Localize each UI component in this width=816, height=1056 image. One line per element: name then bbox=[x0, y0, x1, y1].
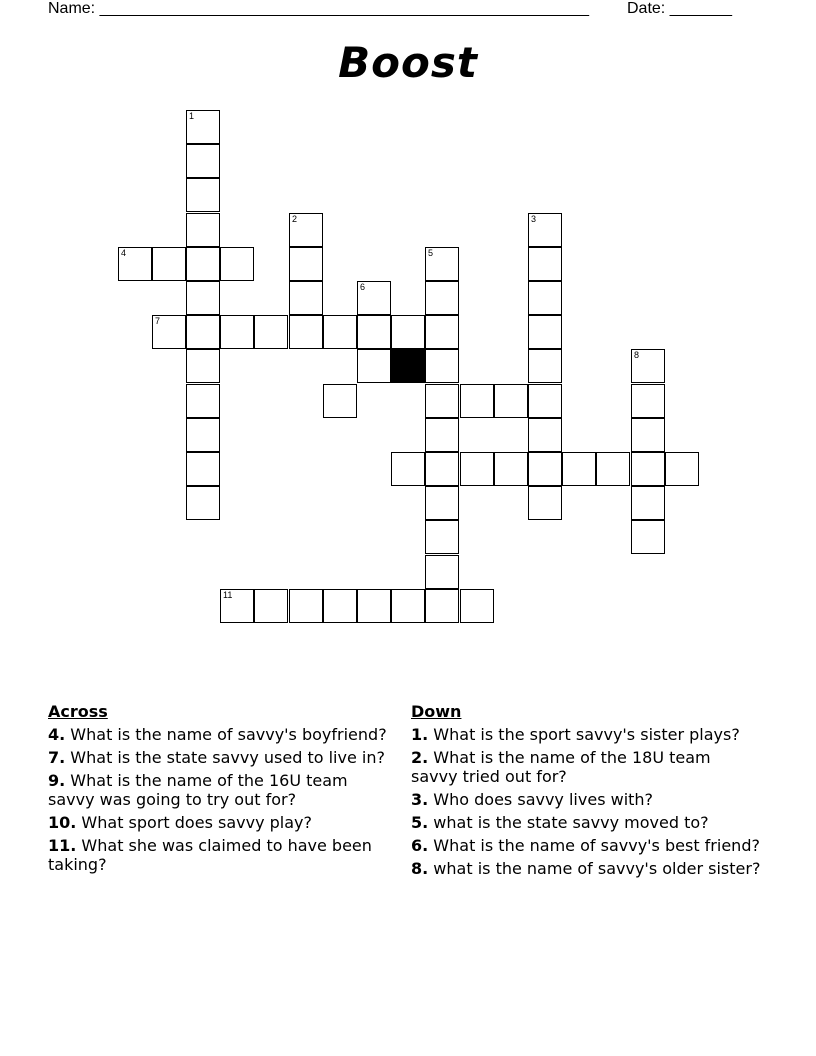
grid-cell[interactable] bbox=[254, 589, 288, 623]
grid-cell[interactable] bbox=[391, 452, 425, 486]
grid-cell[interactable] bbox=[596, 452, 630, 486]
grid-cell[interactable] bbox=[425, 281, 459, 315]
grid-cell[interactable] bbox=[289, 213, 323, 247]
grid-cell[interactable] bbox=[494, 452, 528, 486]
grid-cell[interactable] bbox=[254, 315, 288, 349]
clue-across-4 bbox=[48, 725, 388, 744]
clue-number-label: 3 bbox=[531, 214, 537, 224]
clue-down-3 bbox=[411, 790, 761, 809]
grid-cell[interactable] bbox=[152, 247, 186, 281]
grid-cell[interactable] bbox=[631, 520, 665, 554]
down-clues bbox=[411, 702, 761, 882]
clue-down-1 bbox=[411, 725, 761, 744]
grid-cell[interactable] bbox=[631, 452, 665, 486]
grid-cell[interactable] bbox=[186, 144, 220, 178]
clue-across-11 bbox=[48, 836, 388, 874]
grid-cell[interactable] bbox=[118, 247, 152, 281]
grid-cell[interactable] bbox=[425, 520, 459, 554]
grid-cell[interactable] bbox=[186, 384, 220, 418]
across-clues bbox=[48, 702, 388, 878]
puzzle-title: Boost bbox=[338, 38, 478, 87]
grid-cell[interactable] bbox=[528, 213, 562, 247]
black-square bbox=[391, 349, 425, 383]
grid-cell[interactable] bbox=[186, 178, 220, 212]
grid-cell[interactable] bbox=[220, 247, 254, 281]
grid-cell[interactable] bbox=[289, 589, 323, 623]
down-heading: Down bbox=[411, 702, 462, 721]
grid-cell[interactable] bbox=[631, 486, 665, 520]
clue-text: what is the state savvy moved to? bbox=[428, 813, 709, 832]
grid-cell[interactable] bbox=[528, 384, 562, 418]
clue-number: 3. bbox=[411, 790, 429, 809]
clue-number-label: 8 bbox=[634, 350, 640, 360]
grid-cell[interactable] bbox=[186, 349, 220, 383]
clue-number: 2. bbox=[411, 748, 429, 767]
grid-cell[interactable] bbox=[357, 349, 391, 383]
clue-text: What is the name of savvy's best friend? bbox=[428, 836, 760, 855]
grid-cell[interactable] bbox=[323, 589, 357, 623]
grid-cell[interactable] bbox=[528, 315, 562, 349]
grid-cell[interactable] bbox=[391, 315, 425, 349]
grid-cell[interactable] bbox=[460, 589, 494, 623]
clue-down-8 bbox=[411, 859, 761, 878]
across-heading: Across bbox=[48, 702, 108, 721]
clue-number-label: 4 bbox=[121, 248, 127, 258]
clue-number-label: 5 bbox=[428, 248, 434, 258]
clue-number: 1. bbox=[411, 725, 429, 744]
grid-cell[interactable] bbox=[186, 486, 220, 520]
grid-cell[interactable] bbox=[186, 315, 220, 349]
clue-across-7 bbox=[48, 748, 388, 767]
grid-cell[interactable] bbox=[323, 315, 357, 349]
grid-cell[interactable] bbox=[391, 589, 425, 623]
clue-text: What is the name of the 16U team savvy was going to try out for? bbox=[48, 771, 348, 809]
clue-number-label: 11 bbox=[223, 590, 233, 600]
grid-cell[interactable] bbox=[357, 589, 391, 623]
grid-cell[interactable] bbox=[220, 315, 254, 349]
grid-cell[interactable] bbox=[528, 418, 562, 452]
clue-number: 7. bbox=[48, 748, 66, 767]
clue-number: 11. bbox=[48, 836, 77, 855]
grid-cell[interactable] bbox=[289, 281, 323, 315]
grid-cell[interactable] bbox=[152, 315, 186, 349]
grid-cell[interactable] bbox=[323, 384, 357, 418]
clue-across-10 bbox=[48, 813, 388, 832]
grid-cell[interactable] bbox=[665, 452, 699, 486]
clue-number: 10. bbox=[48, 813, 77, 832]
clue-number-label: 1 bbox=[189, 111, 195, 121]
grid-cell[interactable] bbox=[289, 315, 323, 349]
clue-number: 5. bbox=[411, 813, 429, 832]
clue-number-label: 2 bbox=[292, 214, 298, 224]
clue-text: What she was claimed to have been taking? bbox=[48, 836, 372, 874]
grid-cell[interactable] bbox=[528, 486, 562, 520]
clue-down-6 bbox=[411, 836, 761, 855]
clue-text: What is the name of savvy's boyfriend? bbox=[65, 725, 387, 744]
clue-number: 8. bbox=[411, 859, 429, 878]
grid-cell[interactable] bbox=[357, 315, 391, 349]
name-field[interactable]: Name: _______________________________________________________ bbox=[48, 0, 589, 17]
grid-cell[interactable] bbox=[631, 349, 665, 383]
clue-text: Who does savvy lives with? bbox=[428, 790, 654, 809]
grid-cell[interactable] bbox=[425, 247, 459, 281]
clue-number: 9. bbox=[48, 771, 66, 790]
grid-cell[interactable] bbox=[425, 349, 459, 383]
clue-text: What is the name of the 18U team savvy tried out for? bbox=[411, 748, 711, 786]
clue-number-label: 6 bbox=[360, 282, 366, 292]
clue-across-9 bbox=[48, 771, 388, 809]
grid-cell[interactable] bbox=[460, 452, 494, 486]
clue-number-label: 7 bbox=[155, 316, 161, 326]
grid-cell[interactable] bbox=[186, 110, 220, 144]
grid-cell[interactable] bbox=[460, 384, 494, 418]
grid-cell[interactable] bbox=[425, 452, 459, 486]
grid-cell[interactable] bbox=[425, 418, 459, 452]
grid-cell[interactable] bbox=[357, 281, 391, 315]
grid-cell[interactable] bbox=[425, 555, 459, 589]
grid-cell[interactable] bbox=[186, 418, 220, 452]
grid-cell[interactable] bbox=[494, 384, 528, 418]
clue-down-5 bbox=[411, 813, 761, 832]
grid-cell[interactable] bbox=[528, 281, 562, 315]
grid-cell[interactable] bbox=[220, 589, 254, 623]
grid-cell[interactable] bbox=[289, 247, 323, 281]
clue-text: what is the name of savvy's older sister? bbox=[428, 859, 761, 878]
clue-text: What is the sport savvy's sister plays? bbox=[428, 725, 740, 744]
grid-cell[interactable] bbox=[425, 589, 459, 623]
grid-cell[interactable] bbox=[528, 349, 562, 383]
grid-cell[interactable] bbox=[631, 418, 665, 452]
clue-number: 4. bbox=[48, 725, 66, 744]
grid-cell[interactable] bbox=[186, 247, 220, 281]
clue-down-2 bbox=[411, 748, 761, 786]
clue-number: 6. bbox=[411, 836, 429, 855]
clue-text: What sport does savvy play? bbox=[76, 813, 312, 832]
grid-cell[interactable] bbox=[186, 452, 220, 486]
clue-text: What is the state savvy used to live in? bbox=[65, 748, 385, 767]
date-field[interactable]: Date: _______ bbox=[627, 0, 732, 17]
grid-cell[interactable] bbox=[186, 281, 220, 315]
grid-cell[interactable] bbox=[186, 213, 220, 247]
grid-cell[interactable] bbox=[528, 247, 562, 281]
grid-cell[interactable] bbox=[528, 452, 562, 486]
grid-cell[interactable] bbox=[425, 486, 459, 520]
grid-cell[interactable] bbox=[425, 384, 459, 418]
grid-cell[interactable] bbox=[562, 452, 596, 486]
grid-cell[interactable] bbox=[631, 384, 665, 418]
grid-cell[interactable] bbox=[425, 315, 459, 349]
